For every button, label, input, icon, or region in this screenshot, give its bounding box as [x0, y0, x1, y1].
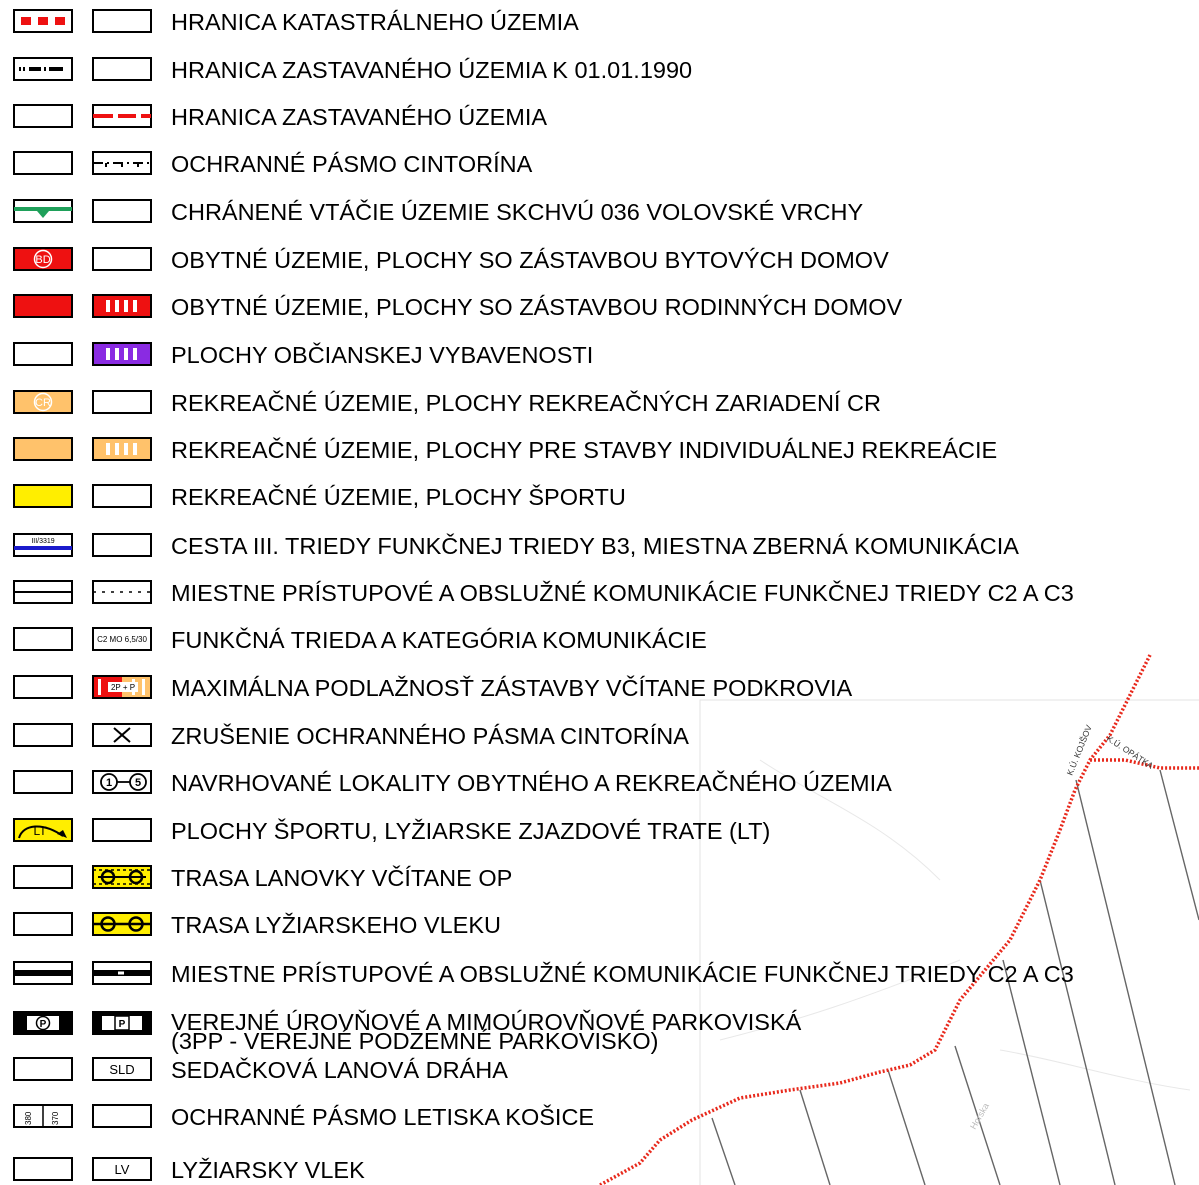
- empty-symbol-box: [13, 151, 73, 175]
- recreation-cr-symbol: [13, 390, 73, 414]
- legend-label: LYŽIARSKY VLEK: [171, 1157, 365, 1183]
- parking-p-text: P: [118, 1019, 126, 1030]
- legend-row-apartments: [0, 245, 1199, 275]
- empty-symbol-box: [13, 342, 73, 366]
- airport-height-2: 370: [51, 1111, 60, 1125]
- local-road-wide-existing-symbol: [13, 961, 73, 985]
- legend-row-cadastral-border: [0, 7, 1199, 37]
- floors-text: 2P + P: [110, 683, 136, 692]
- individual-recreation-proposed-symbol: [92, 437, 152, 461]
- road-category-text: C2 MO 6,5/30: [97, 635, 147, 644]
- local-road-existing-symbol: [13, 580, 73, 604]
- road-b3-symbol: [13, 533, 73, 557]
- legend-label: OCHRANNÉ PÁSMO CINTORÍNA: [171, 151, 533, 177]
- ski-lift-route-symbol: [92, 912, 152, 936]
- legend-label: SEDAČKOVÁ LANOVÁ DRÁHA: [171, 1057, 508, 1083]
- legend-label: HRANICA ZASTAVANÉHO ÚZEMIA: [171, 104, 548, 130]
- legend-row-road-b3: [0, 531, 1199, 561]
- road-category-symbol: [92, 627, 152, 651]
- sld-text: SLD: [109, 1062, 135, 1077]
- empty-symbol-box: [92, 247, 152, 271]
- ski-slopes-symbol: [13, 818, 73, 842]
- legend-row-local-roads: [0, 578, 1199, 608]
- legend-row-ski-lift-route: [0, 910, 1199, 940]
- empty-symbol-box: [13, 104, 73, 128]
- built-up-1990-symbol: [13, 57, 73, 81]
- empty-symbol-box: [13, 723, 73, 747]
- apartments-symbol: [13, 247, 73, 271]
- legend-label-secondary: (3PP - VEREJNÉ PODZEMNÉ PARKOVISKO): [171, 1028, 659, 1054]
- empty-symbol-box: [13, 912, 73, 936]
- cadastral-border-symbol: [13, 9, 73, 33]
- empty-symbol-box: [92, 390, 152, 414]
- empty-symbol-box: [92, 533, 152, 557]
- cr-symbol-text: CR: [35, 397, 51, 409]
- ski-lift-symbol: [92, 1157, 152, 1181]
- legend-label: FUNKČNÁ TRIEDA A KATEGÓRIA KOMUNIKÁCIE: [171, 627, 707, 653]
- legend-row-ski-slopes: [0, 816, 1199, 846]
- parking-surface-symbol: [13, 1011, 73, 1035]
- legend-row-proposed-localities: [0, 768, 1199, 798]
- proposed-localities-symbol: [92, 770, 152, 794]
- individual-recreation-existing-symbol: [13, 437, 73, 461]
- legend-row-civic-amenities: [0, 340, 1199, 370]
- legend-row-built-up: [0, 102, 1199, 132]
- local-road-wide-proposed-symbol: [92, 961, 152, 985]
- legend-label: OBYTNÉ ÚZEMIE, PLOCHY SO ZÁSTAVBOU BYTOVÝCH DOMOV: [171, 247, 889, 273]
- legend-row-sport: [0, 482, 1199, 512]
- road-number-text: III/3319: [31, 538, 55, 545]
- legend-label: TRASA LYŽIARSKEHO VLEKU: [171, 912, 501, 938]
- legend-label: NAVRHOVANÉ LOKALITY OBYTNÉHO A REKREAČNÉHO ÚZEMIA: [171, 770, 892, 796]
- legend-row-local-roads-wide: [0, 959, 1199, 989]
- chairlift-symbol: [92, 1057, 152, 1081]
- legend-label: PLOCHY OBČIANSKEJ VYBAVENOSTI: [171, 342, 594, 368]
- zone-cancellation-symbol: [92, 723, 152, 747]
- empty-symbol-box: [13, 1157, 73, 1181]
- legend-label: REKREAČNÉ ÚZEMIE, PLOCHY ŠPORTU: [171, 484, 626, 510]
- legend-label: HRANICA KATASTRÁLNEHO ÚZEMIA: [171, 9, 579, 35]
- locality-start-number: 1: [105, 777, 113, 789]
- parking-p-text: P: [39, 1019, 47, 1030]
- empty-symbol-box: [13, 770, 73, 794]
- legend-label: OBYTNÉ ÚZEMIE, PLOCHY SO ZÁSTAVBOU RODINNÝCH DOMOV: [171, 294, 903, 320]
- built-up-symbol: [92, 104, 152, 128]
- cemetery-zone-symbol: [92, 151, 152, 175]
- cable-car-route-symbol: [92, 865, 152, 889]
- family-houses-existing-symbol: [13, 294, 73, 318]
- parking-underground-symbol: [92, 1011, 152, 1035]
- empty-symbol-box: [13, 1057, 73, 1081]
- legend-label: OCHRANNÉ PÁSMO LETISKA KOŠICE: [171, 1104, 595, 1130]
- legend-row-zone-cancellation: [0, 721, 1199, 751]
- legend-row-max-floors: [0, 673, 1199, 703]
- locality-end-number: 5: [134, 777, 142, 789]
- lv-text: LV: [114, 1162, 130, 1177]
- legend-row-road-category: [0, 625, 1199, 655]
- legend-label: CHRÁNENÉ VTÁČIE ÚZEMIE SKCHVÚ 036 VOLOVSKÉ VRCHY: [171, 199, 864, 225]
- empty-symbol-box: [92, 818, 152, 842]
- legend-row-cable-car-route: [0, 863, 1199, 893]
- legend-label: VEREJNÉ ÚROVŇOVÉ A MIMOÚROVŇOVÉ PARKOVISKÁ: [171, 1009, 802, 1035]
- legend-row-individual-recreation: [0, 435, 1199, 465]
- legend-row-bird-area: [0, 197, 1199, 227]
- legend-label: MIESTNE PRÍSTUPOVÉ A OBSLUŽNÉ KOMUNIKÁCIE FUNKČNEJ TRIEDY C2 A C3: [171, 961, 1074, 987]
- legend-row-parking: [0, 1009, 1199, 1054]
- airport-zone-symbol: [13, 1104, 73, 1128]
- bd-symbol-text: BD: [35, 254, 51, 266]
- legend-label: CESTA III. TRIEDY FUNKČNEJ TRIEDY B3, MIESTNA ZBERNÁ KOMUNIKÁCIA: [171, 533, 1019, 559]
- legend-label: HRANICA ZASTAVANÉHO ÚZEMIA K 01.01.1990: [171, 57, 693, 83]
- legend-row-ski-lift: [0, 1155, 1199, 1185]
- empty-symbol-box: [92, 484, 152, 508]
- legend-label: MIESTNE PRÍSTUPOVÉ A OBSLUŽNÉ KOMUNIKÁCIE FUNKČNEJ TRIEDY C2 A C3: [171, 580, 1074, 606]
- legend-row-recreation-cr: [0, 388, 1199, 418]
- legend-row-chairlift: [0, 1055, 1199, 1085]
- map-label-ku-opatka: K.Ú. OPÁTKA: [1104, 733, 1156, 771]
- empty-symbol-box: [13, 865, 73, 889]
- map-label-ku-kojsov: K.Ú. KOJŠOV: [1064, 723, 1094, 777]
- legend-label: TRASA LANOVKY VČÍTANE OP: [171, 865, 513, 891]
- empty-symbol-box: [92, 57, 152, 81]
- legend-label: ZRUŠENIE OCHRANNÉHO PÁSMA CINTORÍNA: [171, 723, 689, 749]
- empty-symbol-box: [92, 1104, 152, 1128]
- sport-area-symbol: [13, 484, 73, 508]
- empty-symbol-box: [13, 675, 73, 699]
- legend-row-family-houses: [0, 292, 1199, 322]
- legend-label: MAXIMÁLNA PODLAŽNOSŤ ZÁSTAVBY VČÍTANE PODKROVIA: [171, 675, 853, 701]
- legend-row-built-up-1990: [0, 55, 1199, 85]
- legend-label: PLOCHY ŠPORTU, LYŽIARSKE ZJAZDOVÉ TRATE (LT): [171, 818, 771, 844]
- max-floors-symbol: [92, 675, 152, 699]
- empty-symbol-box: [13, 627, 73, 651]
- family-houses-proposed-symbol: [92, 294, 152, 318]
- local-road-proposed-symbol: [92, 580, 152, 604]
- empty-symbol-box: [92, 199, 152, 223]
- map-label-street: Horska: [968, 1101, 991, 1131]
- legend-label: REKREAČNÉ ÚZEMIE, PLOCHY PRE STAVBY INDIVIDUÁLNEJ REKREÁCIE: [171, 437, 998, 463]
- civic-amenities-symbol: [92, 342, 152, 366]
- empty-symbol-box: [92, 9, 152, 33]
- airport-height-1: 380: [24, 1111, 33, 1125]
- legend-row-airport-zone: [0, 1102, 1199, 1132]
- legend-row-cemetery-zone: [0, 149, 1199, 179]
- bird-area-symbol: [13, 199, 73, 223]
- lt-text: LT: [33, 824, 47, 838]
- legend-label: REKREAČNÉ ÚZEMIE, PLOCHY REKREAČNÝCH ZARIADENÍ CR: [171, 390, 881, 416]
